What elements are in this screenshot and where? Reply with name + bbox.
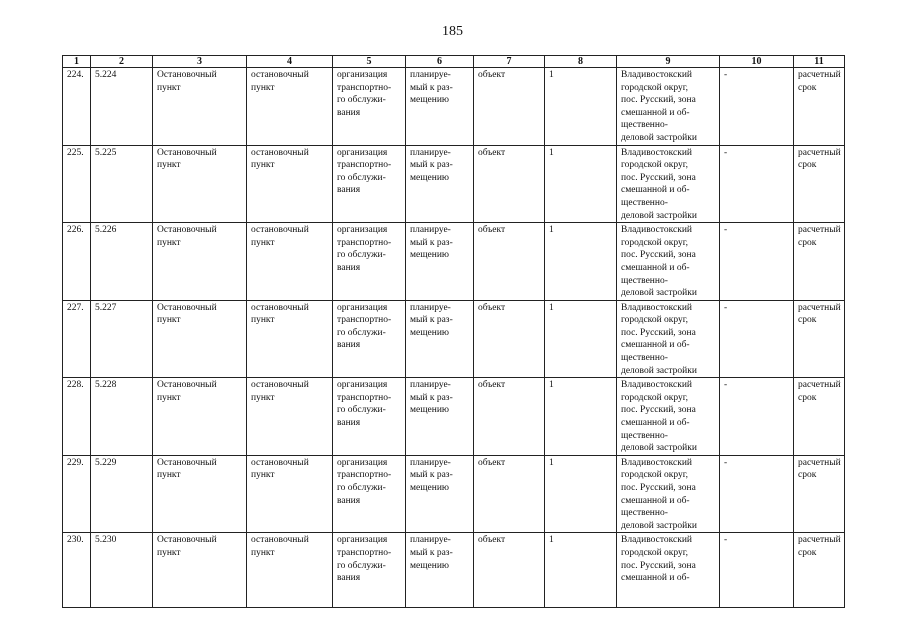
header-cell: 7 xyxy=(474,56,545,68)
quantity-cell: 1 xyxy=(545,455,617,533)
location-cell xyxy=(617,455,720,533)
cell-text-line: деловой застройки xyxy=(621,443,697,454)
quantity-cell: 1 xyxy=(545,68,617,146)
cell-text-line: мый к раз- xyxy=(410,315,453,326)
cell-text-line: транспортно- xyxy=(337,392,392,403)
status-cell xyxy=(406,223,474,301)
cell-text-line: Владивостокский xyxy=(621,302,692,313)
cell-text-line: мещению xyxy=(410,95,450,106)
cell-text-line: пункт xyxy=(157,82,181,93)
cell-text-line: мый к раз- xyxy=(410,392,453,403)
purpose-cell xyxy=(333,145,406,223)
unit-cell: объект xyxy=(474,300,545,378)
object-name-cell xyxy=(153,145,247,223)
cell-text-line: пос. Русский, зона xyxy=(621,405,696,416)
cell-text-line: пункт xyxy=(251,82,275,93)
object-name-cell xyxy=(153,455,247,533)
table-row xyxy=(63,455,845,533)
quantity-cell: 1 xyxy=(545,145,617,223)
cell-text-line: мещению xyxy=(410,172,450,183)
cell-text-line: вания xyxy=(337,185,361,196)
header-cell: 11 xyxy=(794,56,845,68)
cell-text-line: организация xyxy=(337,380,388,391)
cell-text-line: го обслужи- xyxy=(337,250,386,261)
cell-text-line: пункт xyxy=(251,237,275,248)
location-cell xyxy=(617,378,720,456)
cell-text-line: срок xyxy=(798,82,817,93)
cell-text-line: вания xyxy=(337,495,361,506)
object-type-cell xyxy=(247,68,333,146)
column-10-cell: - xyxy=(720,300,794,378)
header-cell: 10 xyxy=(720,56,794,68)
cell-text-line: организация xyxy=(337,225,388,236)
status-cell xyxy=(406,300,474,378)
cell-text-line: расчетный xyxy=(798,535,841,546)
cell-text-line: планируе- xyxy=(410,147,451,158)
cell-text-line: Остановочный xyxy=(157,225,217,236)
status-cell xyxy=(406,533,474,608)
cell-text-line: организация xyxy=(337,535,388,546)
cell-text-line: го обслужи- xyxy=(337,560,386,571)
cell-text-line: городской округ, xyxy=(621,392,688,403)
cell-text-line: вания xyxy=(337,573,361,584)
object-code-cell: 5.228 xyxy=(91,378,153,456)
cell-text-line: транспортно- xyxy=(337,547,392,558)
cell-text-line: пос. Русский, зона xyxy=(621,560,696,571)
column-10-cell: - xyxy=(720,145,794,223)
cell-text-line: пункт xyxy=(251,547,275,558)
unit-cell: объект xyxy=(474,455,545,533)
cell-text-line: пункт xyxy=(251,470,275,481)
cell-text-line: транспортно- xyxy=(337,315,392,326)
cell-text-line: Владивостокский xyxy=(621,535,692,546)
cell-text-line: щественно- xyxy=(621,430,668,441)
cell-text-line: Владивостокский xyxy=(621,380,692,391)
cell-text-line: срок xyxy=(798,315,817,326)
cell-text-line: остановочный xyxy=(251,70,309,80)
row-number-cell: 230. xyxy=(63,533,91,608)
quantity-cell: 1 xyxy=(545,300,617,378)
object-type-cell xyxy=(247,223,333,301)
cell-text-line: щественно- xyxy=(621,353,668,364)
cell-text-line: пункт xyxy=(157,160,181,171)
cell-text-line: остановочный xyxy=(251,457,309,468)
cell-text-line: планируе- xyxy=(410,380,451,391)
term-cell xyxy=(794,378,845,456)
cell-text-line: щественно- xyxy=(621,197,668,208)
location-cell xyxy=(617,533,720,608)
header-cell: 9 xyxy=(617,56,720,68)
cell-text-line: расчетный xyxy=(798,380,841,391)
cell-text-line: Остановочный xyxy=(157,147,217,158)
object-type-cell xyxy=(247,378,333,456)
cell-text-line: смешанной и об- xyxy=(621,262,690,273)
table-header-row xyxy=(63,56,845,68)
location-cell xyxy=(617,300,720,378)
cell-text-line: Владивостокский xyxy=(621,70,692,80)
cell-text-line: Владивостокский xyxy=(621,147,692,158)
location-cell xyxy=(617,68,720,146)
status-cell xyxy=(406,68,474,146)
cell-text-line: городской округ, xyxy=(621,470,688,481)
cell-text-line: остановочный xyxy=(251,302,309,313)
cell-text-line: городской округ, xyxy=(621,237,688,248)
cell-text-line: пункт xyxy=(157,392,181,403)
cell-text-line: го обслужи- xyxy=(337,483,386,493)
cell-text-line: городской округ, xyxy=(621,547,688,558)
quantity-cell: 1 xyxy=(545,533,617,608)
cell-text-line: мещению xyxy=(410,405,450,416)
cell-text-line: вания xyxy=(337,418,361,429)
cell-text-line: планируе- xyxy=(410,70,451,80)
cell-text-line: вания xyxy=(337,107,361,118)
object-code-cell: 5.227 xyxy=(91,300,153,378)
cell-text-line: организация xyxy=(337,302,388,313)
purpose-cell xyxy=(333,223,406,301)
cell-text-line: планируе- xyxy=(410,457,451,468)
cell-text-line: остановочный xyxy=(251,380,309,391)
cell-text-line: мый к раз- xyxy=(410,82,453,93)
cell-text-line: пос. Русский, зона xyxy=(621,250,696,261)
purpose-cell xyxy=(333,68,406,146)
object-code-cell: 5.230 xyxy=(91,533,153,608)
object-type-cell xyxy=(247,455,333,533)
term-cell xyxy=(794,145,845,223)
row-number-cell: 227. xyxy=(63,300,91,378)
header-cell: 4 xyxy=(247,56,333,68)
unit-cell: объект xyxy=(474,378,545,456)
object-code-cell: 5.224 xyxy=(91,68,153,146)
cell-text-line: щественно- xyxy=(621,508,668,519)
header-cell: 8 xyxy=(545,56,617,68)
term-cell xyxy=(794,533,845,608)
table-row xyxy=(63,300,845,378)
object-code-cell: 5.229 xyxy=(91,455,153,533)
cell-text-line: организация xyxy=(337,70,388,80)
unit-cell: объект xyxy=(474,68,545,146)
column-10-cell: - xyxy=(720,223,794,301)
cell-text-line: городской округ, xyxy=(621,160,688,171)
cell-text-line: смешанной и об- xyxy=(621,573,690,584)
cell-text-line: смешанной и об- xyxy=(621,185,690,196)
status-cell xyxy=(406,145,474,223)
cell-text-line: мый к раз- xyxy=(410,237,453,248)
cell-text-line: планируе- xyxy=(410,225,451,236)
object-type-cell xyxy=(247,533,333,608)
purpose-cell xyxy=(333,378,406,456)
cell-text-line: срок xyxy=(798,237,817,248)
unit-cell: объект xyxy=(474,145,545,223)
cell-text-line: мый к раз- xyxy=(410,547,453,558)
purpose-cell xyxy=(333,300,406,378)
cell-text-line: срок xyxy=(798,392,817,403)
cell-text-line: расчетный xyxy=(798,302,841,313)
cell-text-line: пункт xyxy=(251,315,275,326)
cell-text-line: смешанной и об- xyxy=(621,107,690,118)
cell-text-line: пункт xyxy=(251,392,275,403)
cell-text-line: пос. Русский, зона xyxy=(621,483,696,493)
row-number-cell: 226. xyxy=(63,223,91,301)
column-10-cell: - xyxy=(720,533,794,608)
cell-text-line: щественно- xyxy=(621,275,668,286)
cell-text-line: организация xyxy=(337,147,388,158)
cell-text-line: Остановочный xyxy=(157,457,217,468)
object-type-cell xyxy=(247,145,333,223)
unit-cell: объект xyxy=(474,223,545,301)
location-cell xyxy=(617,223,720,301)
status-cell xyxy=(406,455,474,533)
cell-text-line: организация xyxy=(337,457,388,468)
cell-text-line: вания xyxy=(337,262,361,273)
header-cell: 2 xyxy=(91,56,153,68)
term-cell xyxy=(794,68,845,146)
header-cell: 3 xyxy=(153,56,247,68)
table-row xyxy=(63,68,845,146)
row-number-cell: 228. xyxy=(63,378,91,456)
quantity-cell: 1 xyxy=(545,223,617,301)
object-name-cell xyxy=(153,300,247,378)
cell-text-line: смешанной и об- xyxy=(621,340,690,351)
cell-text-line: мый к раз- xyxy=(410,160,453,171)
object-name-cell xyxy=(153,533,247,608)
cell-text-line: планируе- xyxy=(410,302,451,313)
header-cell: 6 xyxy=(406,56,474,68)
status-cell xyxy=(406,378,474,456)
row-number-cell: 225. xyxy=(63,145,91,223)
cell-text-line: транспортно- xyxy=(337,82,392,93)
cell-text-line: смешанной и об- xyxy=(621,418,690,429)
table-row xyxy=(63,145,845,223)
cell-text-line: го обслужи- xyxy=(337,405,386,416)
cell-text-line: городской округ, xyxy=(621,315,688,326)
object-type-cell xyxy=(247,300,333,378)
location-cell xyxy=(617,145,720,223)
cell-text-line: Остановочный xyxy=(157,535,217,546)
cell-text-line: мещению xyxy=(410,483,450,493)
cell-text-line: Остановочный xyxy=(157,70,217,80)
cell-text-line: щественно- xyxy=(621,120,668,131)
row-number-cell: 229. xyxy=(63,455,91,533)
cell-text-line: остановочный xyxy=(251,147,309,158)
cell-text-line: пос. Русский, зона xyxy=(621,327,696,338)
cell-text-line: деловой застройки xyxy=(621,520,697,531)
object-code-cell: 5.225 xyxy=(91,145,153,223)
cell-text-line: остановочный xyxy=(251,225,309,236)
cell-text-line: расчетный xyxy=(798,70,841,80)
purpose-cell xyxy=(333,455,406,533)
cell-text-line: мещению xyxy=(410,560,450,571)
cell-text-line: пос. Русский, зона xyxy=(621,172,696,183)
cell-text-line: Остановочный xyxy=(157,302,217,313)
row-number-cell: 224. xyxy=(63,68,91,146)
table-row xyxy=(63,533,845,608)
cell-text-line: транспортно- xyxy=(337,160,392,171)
cell-text-line: срок xyxy=(798,160,817,171)
column-10-cell: - xyxy=(720,378,794,456)
cell-text-line: смешанной и об- xyxy=(621,495,690,506)
cell-text-line: пос. Русский, зона xyxy=(621,95,696,106)
cell-text-line: расчетный xyxy=(798,225,841,236)
table-body xyxy=(63,68,845,608)
term-cell xyxy=(794,223,845,301)
purpose-cell xyxy=(333,533,406,608)
column-10-cell: - xyxy=(720,455,794,533)
object-code-cell: 5.226 xyxy=(91,223,153,301)
cell-text-line: пункт xyxy=(251,160,275,171)
cell-text-line: Остановочный xyxy=(157,380,217,391)
cell-text-line: деловой застройки xyxy=(621,288,697,299)
cell-text-line: расчетный xyxy=(798,147,841,158)
objects-register-table xyxy=(62,55,845,608)
object-name-cell xyxy=(153,68,247,146)
cell-text-line: пункт xyxy=(157,237,181,248)
cell-text-line: Владивостокский xyxy=(621,457,692,468)
cell-text-line: пункт xyxy=(157,547,181,558)
cell-text-line: городской округ, xyxy=(621,82,688,93)
cell-text-line: расчетный xyxy=(798,457,841,468)
cell-text-line: вания xyxy=(337,340,361,351)
header-cell: 1 xyxy=(63,56,91,68)
table-row xyxy=(63,223,845,301)
object-name-cell xyxy=(153,223,247,301)
column-10-cell: - xyxy=(720,68,794,146)
cell-text-line: пункт xyxy=(157,315,181,326)
cell-text-line: транспортно- xyxy=(337,237,392,248)
cell-text-line: мещению xyxy=(410,250,450,261)
cell-text-line: пункт xyxy=(157,470,181,481)
cell-text-line: мещению xyxy=(410,327,450,338)
quantity-cell: 1 xyxy=(545,378,617,456)
cell-text-line: го обслужи- xyxy=(337,172,386,183)
cell-text-line: деловой застройки xyxy=(621,132,697,143)
cell-text-line: остановочный xyxy=(251,535,309,546)
cell-text-line: го обслужи- xyxy=(337,327,386,338)
term-cell xyxy=(794,300,845,378)
cell-text-line: деловой застройки xyxy=(621,210,697,221)
cell-text-line: срок xyxy=(798,547,817,558)
cell-text-line: срок xyxy=(798,470,817,481)
header-cell: 5 xyxy=(333,56,406,68)
term-cell xyxy=(794,455,845,533)
cell-text-line: го обслужи- xyxy=(337,95,386,106)
cell-text-line: мый к раз- xyxy=(410,470,453,481)
cell-text-line: планируе- xyxy=(410,535,451,546)
table-row xyxy=(63,378,845,456)
page-number: 185 xyxy=(442,24,463,39)
cell-text-line: транспортно- xyxy=(337,470,392,481)
cell-text-line: деловой застройки xyxy=(621,365,697,376)
object-name-cell xyxy=(153,378,247,456)
cell-text-line: Владивостокский xyxy=(621,225,692,236)
unit-cell: объект xyxy=(474,533,545,608)
